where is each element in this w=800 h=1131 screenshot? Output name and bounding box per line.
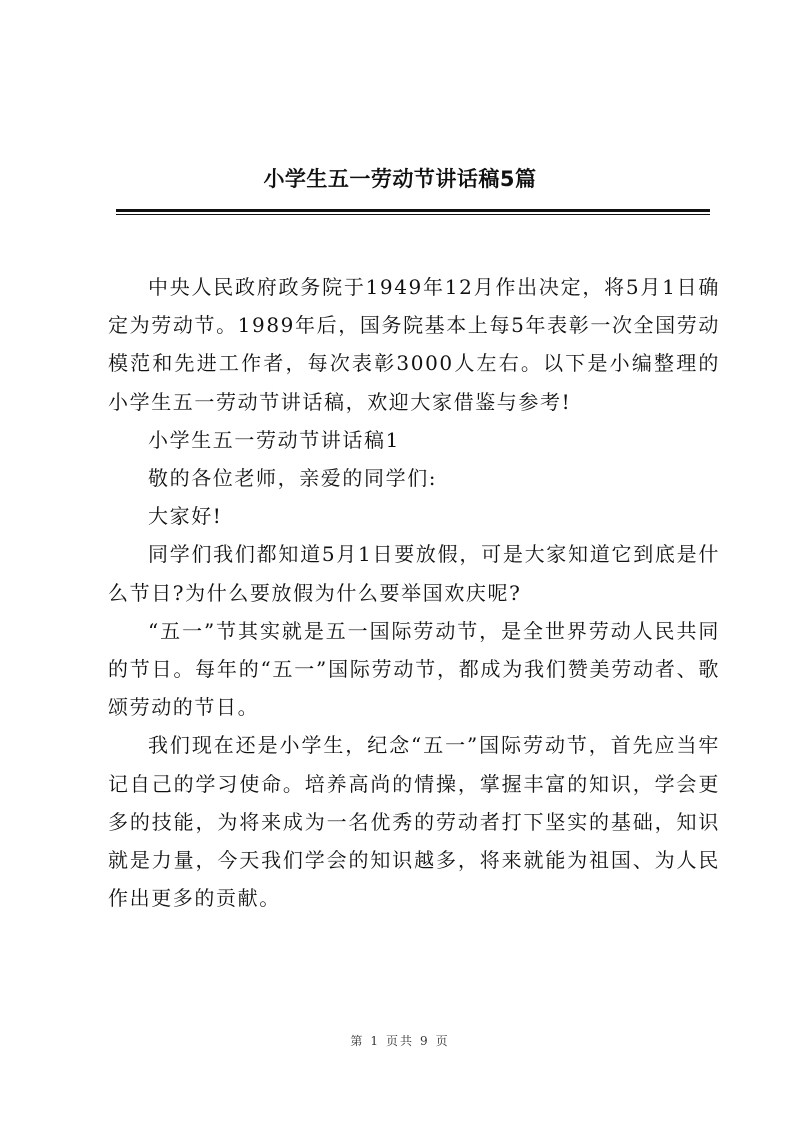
document-body [108,268,720,917]
title-underline-thin [116,214,710,215]
page-footer [0,1032,800,1049]
body-paragraph: “五一”节其实就是五一国际劳动节，是全世界劳动人民共同的节日。每年的“五一”国际劳动节，都成为我们赞美劳动者、歌颂劳动的节日。 [108,618,720,720]
intro-paragraph: 中央人民政府政务院于1949年12月作出决定，将5月1日确定为劳动节。1989年后，国务院基本上每5年表彰一次全国劳动模范和先进工作者，每次表彰3000人左右。以下是小编整理的小学生五一劳动节讲话稿，欢迎大家借鉴与参考! [108,275,720,414]
total-pages-number: 9 [420,1034,430,1048]
title-underline-thick [116,209,710,212]
speech-heading: 小学生五一劳动节讲话稿1 [148,427,400,452]
body-paragraph: 同学们我们都知道5月1日要放假，可是大家知道它到底是什么节日?为什么要放假为什么要举国欢庆呢? [108,542,720,605]
body-paragraph: 我们现在还是小学生，纪念“五一”国际劳动节，首先应当牢记自己的学习使命。培养高尚的情操，掌握丰富的知识，学会更多的技能，为将来成为一名优秀的劳动者打下坚实的基础，知识就是力量，今天我们学会的知识越多，将来就能为祖国、为人民作出更多的贡献。 [108,733,720,911]
page-title: 小学生五一劳动节讲话稿5篇 [263,167,537,191]
current-page-number: 1 [370,1034,380,1048]
salutation: 敬的各位老师，亲爱的同学们: [148,466,438,491]
page-label-prefix: 第 [350,1034,365,1048]
page-label-middle: 页共 [385,1034,414,1048]
page-label-suffix: 页 [435,1034,450,1048]
greeting: 大家好! [148,504,223,529]
